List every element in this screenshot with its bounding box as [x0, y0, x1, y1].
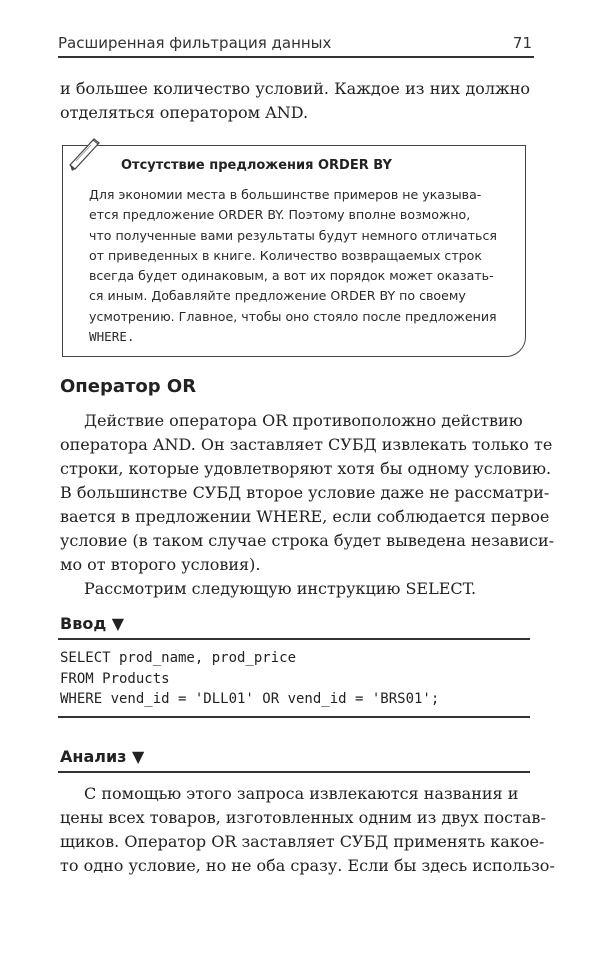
paragraph-line: В большинстве СУБД второе условие даже не рассматри- — [60, 483, 550, 502]
running-header — [58, 28, 534, 58]
code-line: FROM Products — [60, 670, 170, 687]
paragraph-line: условие (в таком случае строка будет выведена независи- — [60, 531, 555, 550]
input-bottom-rule — [58, 716, 530, 718]
section-heading: Оператор OR — [60, 376, 197, 397]
analysis-rule — [58, 771, 530, 773]
note-line: всегда будет одинаковым, а вот их порядок может оказать- — [89, 268, 494, 284]
page-number: 71 — [512, 34, 532, 52]
paragraph-line: строки, которые удовлетворяют хотя бы одному условию. — [60, 459, 552, 478]
paragraph-line: оператора AND. Он заставляет СУБД извлекать только те — [60, 435, 553, 454]
analysis-line: то одно условие, но не оба сразу. Если бы здесь использо- — [60, 856, 555, 875]
note-body — [89, 185, 511, 347]
analysis-line: щиков. Оператор OR заставляет СУБД применять какое- — [60, 832, 545, 851]
paragraph-line: вается в предложении WHERE, если соблюдается первое — [60, 507, 550, 526]
analysis-line: цены всех товаров, изготовленных одним из двух постав- — [60, 808, 546, 827]
note-line: Для экономии места в большинстве примеров не указыва- — [89, 187, 482, 202]
note-line: от приведенных в книге. Количество возвращаемых строк — [89, 247, 482, 263]
analysis-label: Анализ ▼ — [60, 747, 145, 766]
input-top-rule — [58, 638, 530, 640]
note-line: ется предложение ORDER BY. Поэтому вполне возможно, — [89, 207, 471, 223]
intro-line: отделяться оператором AND. — [60, 103, 309, 122]
paragraph-line: мо от второго условия). — [60, 555, 261, 574]
intro-line: и большее количество условий. Каждое из них должно — [60, 79, 530, 98]
analysis-line: С помощью этого запроса извлекаются названия и — [84, 784, 519, 803]
paragraph-line: Рассмотрим следующую инструкцию SELECT. — [84, 579, 477, 598]
code-line: SELECT prod_name, prod_price — [60, 650, 297, 666]
chapter-title: Расширенная фильтрация данных — [58, 34, 332, 52]
note-line: что полученные вами результаты будут немного отличаться — [89, 227, 497, 243]
paragraph-line: Действие оператора OR противоположно действию — [84, 411, 523, 430]
intro-paragraph — [60, 77, 530, 125]
analysis-paragraph — [60, 782, 555, 878]
code-block — [60, 648, 439, 710]
note-line: усмотрению. Главное, чтобы оно стояло после предложения — [89, 308, 497, 324]
note-title: Отсутствие предложения ORDER BY — [121, 158, 392, 173]
note-line: WHERE. — [89, 329, 135, 345]
note-line: ся иным. Добавляйте предложение ORDER BY по своему — [89, 288, 466, 304]
section-paragraph — [60, 409, 555, 601]
code-line: WHERE vend_id = 'DLL01' OR vend_id = 'BRS01'; — [60, 691, 440, 707]
pencil-icon — [64, 131, 104, 175]
input-label: Ввод ▼ — [60, 614, 125, 633]
